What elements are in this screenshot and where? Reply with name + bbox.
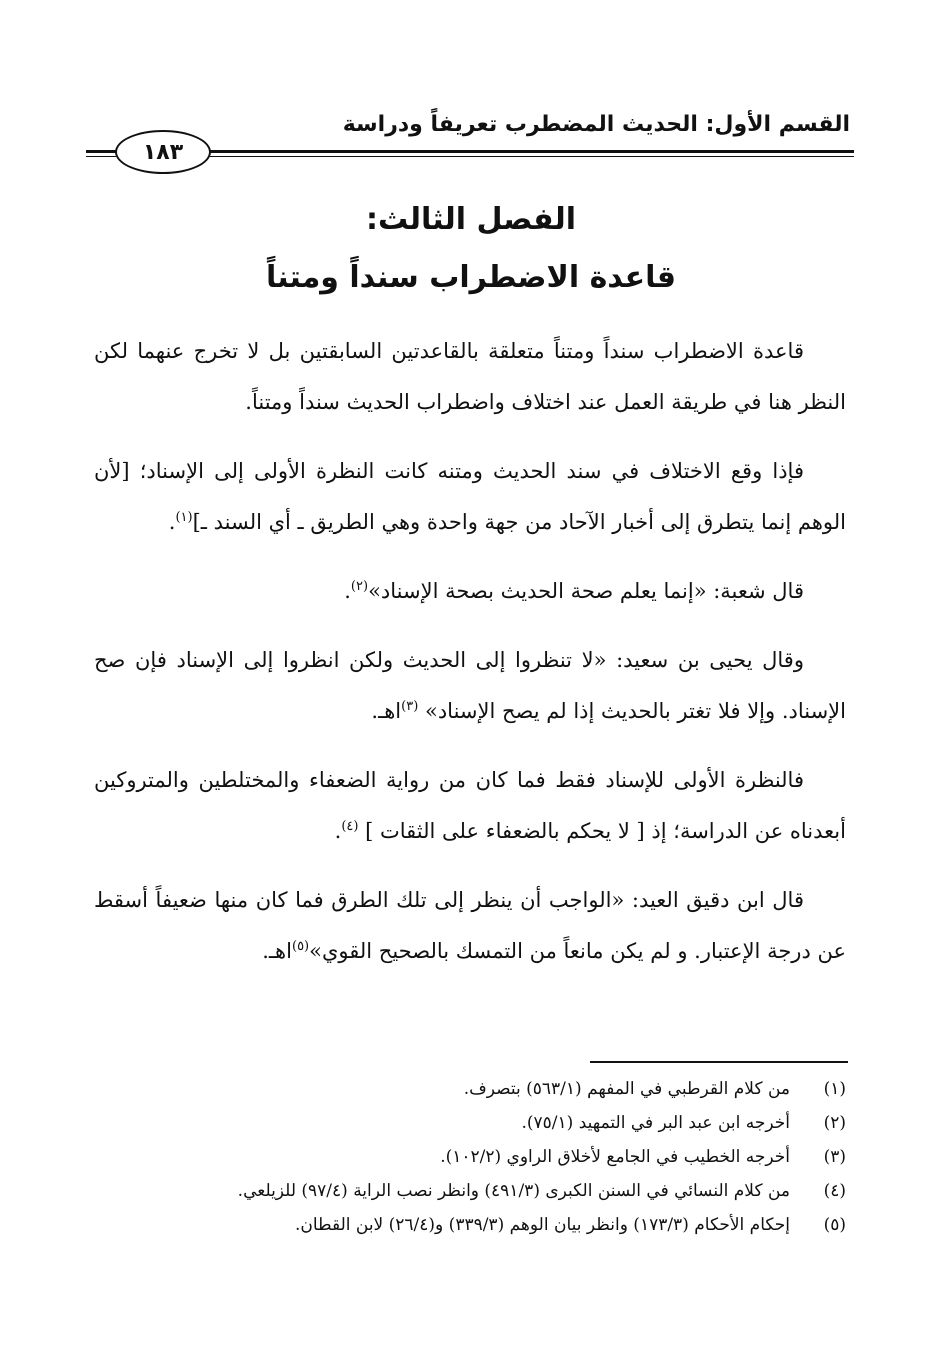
header-rule-thin bbox=[210, 156, 854, 157]
paragraph-tail: . bbox=[344, 579, 351, 603]
footnote-reference: (٣) bbox=[401, 699, 419, 714]
paragraph-tail: . bbox=[168, 510, 176, 534]
footnote-number: (١) bbox=[823, 1079, 846, 1099]
paragraph-tail: اهـ. bbox=[371, 699, 402, 723]
footnote-reference: (٤) bbox=[341, 819, 359, 834]
paragraph-text: قال ابن دقيق العيد: «الواجب أن ينظر إلى تلك الطرق فما كان منها ضعيفاً أسقط عن درجة الإعتبار. و لم يكن مانعاً من التمسك بالصحيح القوي» bbox=[94, 888, 846, 963]
paragraph-text: قاعدة الاضطراب سنداً ومتناً متعلقة بالقاعدتين السابقتين بل لا تخرج عنهما لكن النظر هنا في طريقة العمل عند اختلاف واضطراب الحديث سنداً ومتناً. bbox=[94, 339, 846, 414]
header-rule-left-thin bbox=[86, 156, 116, 157]
paragraph-5 bbox=[94, 755, 846, 857]
paragraph-3 bbox=[94, 566, 846, 617]
footnote-reference: (١) bbox=[175, 510, 193, 525]
footnote-text: أخرجه ابن عبد البر في التمهيد (٧٥/١). bbox=[521, 1113, 790, 1133]
footnote-text: من كلام القرطبي في المفهم (٥٦٣/١) بتصرف. bbox=[463, 1079, 790, 1099]
footnote-item bbox=[94, 1140, 846, 1174]
footnote-item bbox=[94, 1106, 846, 1140]
paragraph-tail: اهـ. bbox=[262, 939, 292, 963]
footnote-number: (٣) bbox=[823, 1147, 846, 1167]
footnote-text: أخرجه الخطيب في الجامع لأخلاق الراوي (١٠٢/٢). bbox=[440, 1147, 790, 1167]
paragraph-text: فإذا وقع الاختلاف في سند الحديث ومتنه كانت النظرة الأولى إلى الإسناد؛ [لأن الوهم إنما يتطرق إلى أخبار الآحاد من جهة واحدة وهي الطريق ـ أي السند ـ] bbox=[94, 459, 846, 534]
header-rule-thick bbox=[210, 150, 854, 153]
footnote-reference: (٢) bbox=[350, 579, 369, 594]
paragraph-6 bbox=[94, 875, 846, 977]
footnote-text: من كلام النسائي في السنن الكبرى (٤٩١/٣) وانظر نصب الراية (٩٧/٤) للزيلعي. bbox=[237, 1181, 790, 1201]
chapter-subtitle: قاعدة الاضطراب سنداً ومتناً bbox=[265, 260, 677, 295]
paragraph-1 bbox=[94, 326, 846, 428]
paragraph-2 bbox=[94, 446, 846, 548]
header-rule-left-thick bbox=[86, 150, 116, 153]
footnote-reference: (٥) bbox=[291, 939, 310, 954]
footnote-item bbox=[94, 1208, 846, 1242]
footnote-item bbox=[94, 1072, 846, 1106]
footnote-separator bbox=[590, 1061, 848, 1063]
footnote-number: (٥) bbox=[823, 1215, 846, 1235]
footnote-number: (٢) bbox=[823, 1113, 846, 1133]
paragraph-tail: . bbox=[334, 819, 342, 843]
paragraph-text: وقال يحيى بن سعيد: «لا تنظروا إلى الحديث ولكن انظروا إلى الإسناد فإن صح الإسناد. وإلا فلا تغتر بالحديث إذا لم يصح الإسناد» bbox=[94, 648, 846, 723]
paragraph-4 bbox=[94, 635, 846, 737]
chapter-title: الفصل الثالث: bbox=[366, 202, 576, 237]
running-title: القسم الأول: الحديث المضطرب تعريفاً ودراسة bbox=[342, 112, 850, 137]
footnote-text: إحكام الأحكام (١٧٣/٣) وانظر بيان الوهم (٣٣٩/٣) و(٢٦/٤) لابن القطان. bbox=[294, 1215, 790, 1235]
paragraph-text: قال شعبة: «إنما يعلم صحة الحديث بصحة الإسناد» bbox=[368, 579, 804, 603]
body-text bbox=[94, 326, 846, 995]
footnote-item bbox=[94, 1174, 846, 1208]
paragraph-text: فالنظرة الأولى للإسناد فقط فما كان من رواية الضعفاء والمختلطين والمتروكين أبعدناه عن الدراسة؛ إذ [ لا يحكم بالضعفاء على الثقات ] bbox=[94, 768, 846, 843]
page-number: ١٨٣ bbox=[115, 130, 211, 174]
footnote-number: (٤) bbox=[823, 1181, 846, 1201]
footnotes-list bbox=[94, 1072, 846, 1242]
